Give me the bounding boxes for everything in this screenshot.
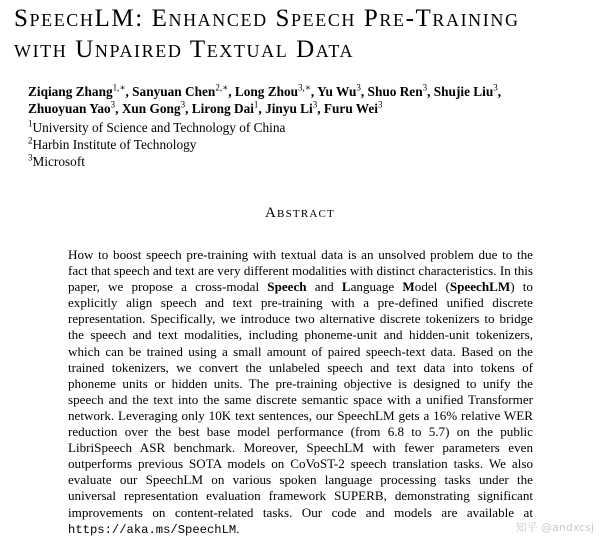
author-affiliation-mark: 1,∗: [112, 82, 126, 93]
author-line-1: [28, 83, 588, 100]
paper-title-line-1: SpeechLM: Enhanced Speech Pre-Training: [14, 5, 520, 32]
affiliation: [28, 119, 588, 136]
author-affiliation-mark: 3,∗: [298, 82, 311, 93]
affiliation-mark: 3: [28, 152, 33, 163]
author-separator: ,: [115, 101, 122, 116]
author-affiliation-mark: 2,∗: [215, 82, 229, 93]
author-name: Xun Gong: [121, 101, 181, 116]
author-separator: ,: [228, 84, 235, 99]
abstract-heading: Abstract: [265, 205, 335, 221]
affiliation: [28, 136, 588, 153]
author-name: Lirong Dai: [191, 101, 254, 116]
author-affiliation-mark: 1: [253, 99, 259, 110]
abstract-text: anguage: [350, 279, 403, 295]
author-separator: ,: [317, 101, 324, 116]
author-separator: ,: [360, 84, 368, 99]
author-separator: ,: [125, 84, 133, 99]
author-affiliation-mark: 3: [356, 82, 361, 93]
author-affiliation-mark: 3: [312, 99, 318, 110]
abstract-bold-term: SpeechLM: [449, 279, 511, 295]
affiliation-mark: 2: [28, 135, 33, 146]
author-name: Ziqiang Zhang: [28, 84, 113, 99]
author-name: Furu Wei: [323, 101, 378, 116]
author-affiliation-mark: 3: [180, 99, 186, 110]
affiliation-name: University of Science and Technology of China: [32, 120, 286, 135]
author-name: Jinyu Li: [265, 101, 313, 116]
affiliation-list: [28, 119, 588, 170]
abstract-body: [68, 247, 533, 538]
author-affiliation-mark: 3: [493, 82, 498, 93]
author-separator: ,: [185, 101, 192, 116]
abstract-bold-term: Speech: [267, 279, 307, 295]
paper-title-line-2: with Unpaired Textual Data: [14, 36, 355, 63]
affiliation: [28, 153, 588, 170]
author-separator: ,: [427, 84, 434, 99]
author-list: [28, 83, 588, 117]
author-separator: ,: [258, 101, 266, 116]
author-line-2: [28, 100, 588, 117]
author-separator: ,: [497, 84, 502, 99]
abstract-text: ) to explicitly align speech and text pre-training with a pre-defined unified discrete representation. Specifically, we introduce two alternative discrete tokenizers to bridge the speech and text modalities, including phoneme-unit and hidden-unit tokenizers, which can be trained using a small amount of paired speech-text data. Based on the trained tokenizers, we convert the unlabeled speech and text data into tokens of phoneme units or hidden units. The pre-training objective is designed to unify the speech and the text into the same discrete semantic space with a unified Transformer network. Leveraging only 10K text sentences, our SpeechLM gets a 16% relative WER reduction over the best base model performance (from 6.8 to 5.7) on the public LibriSpeech ASR benchmark. Moreover, SpeechLM with fewer parameters even outperforms previous SOTA models on CoVoST-2 speech translation tasks. We also evaluate our SpeechLM on various spoken language processing tasks under the universal representation evaluation framework SUPERB, demonstrating significant improvements on content-related tasks. Our code and models are available at: [68, 279, 533, 520]
author-name: Yu Wu: [317, 84, 357, 99]
abstract-text: and: [306, 279, 342, 295]
affiliation-name: Harbin Institute of Technology: [32, 137, 197, 152]
abstract-bold-term: M: [402, 279, 415, 295]
watermark: 知乎 @andxcsj: [515, 521, 594, 534]
abstract-text: odel (: [414, 279, 450, 295]
author-separator: ,: [310, 84, 318, 99]
author-affiliation-mark: 3: [110, 99, 116, 110]
abstract-bold-term: L: [341, 279, 351, 295]
author-name: Long Zhou: [234, 84, 299, 99]
abstract-text: How to boost speech pre-training with textual data is an unsolved problem due to the fact that speech and text are very different modalities with distinct characteristics. In this paper, we propose a cross-modal: [68, 247, 533, 295]
author-name: Zhuoyuan Yao: [28, 101, 111, 116]
affiliation-mark: 1: [28, 118, 33, 129]
author-affiliation-mark: 3: [422, 82, 428, 93]
affiliation-name: Microsoft: [32, 154, 85, 169]
author-name: Shuo Ren: [367, 84, 423, 99]
author-affiliation-mark: 3: [377, 99, 383, 110]
abstract-text: .: [236, 520, 240, 536]
code-url-link[interactable]: https://aka.ms/SpeechLM: [68, 522, 237, 537]
paper-title: [14, 3, 594, 65]
author-name: Sanyuan Chen: [132, 84, 216, 99]
author-name: Shujie Liu: [433, 84, 494, 99]
